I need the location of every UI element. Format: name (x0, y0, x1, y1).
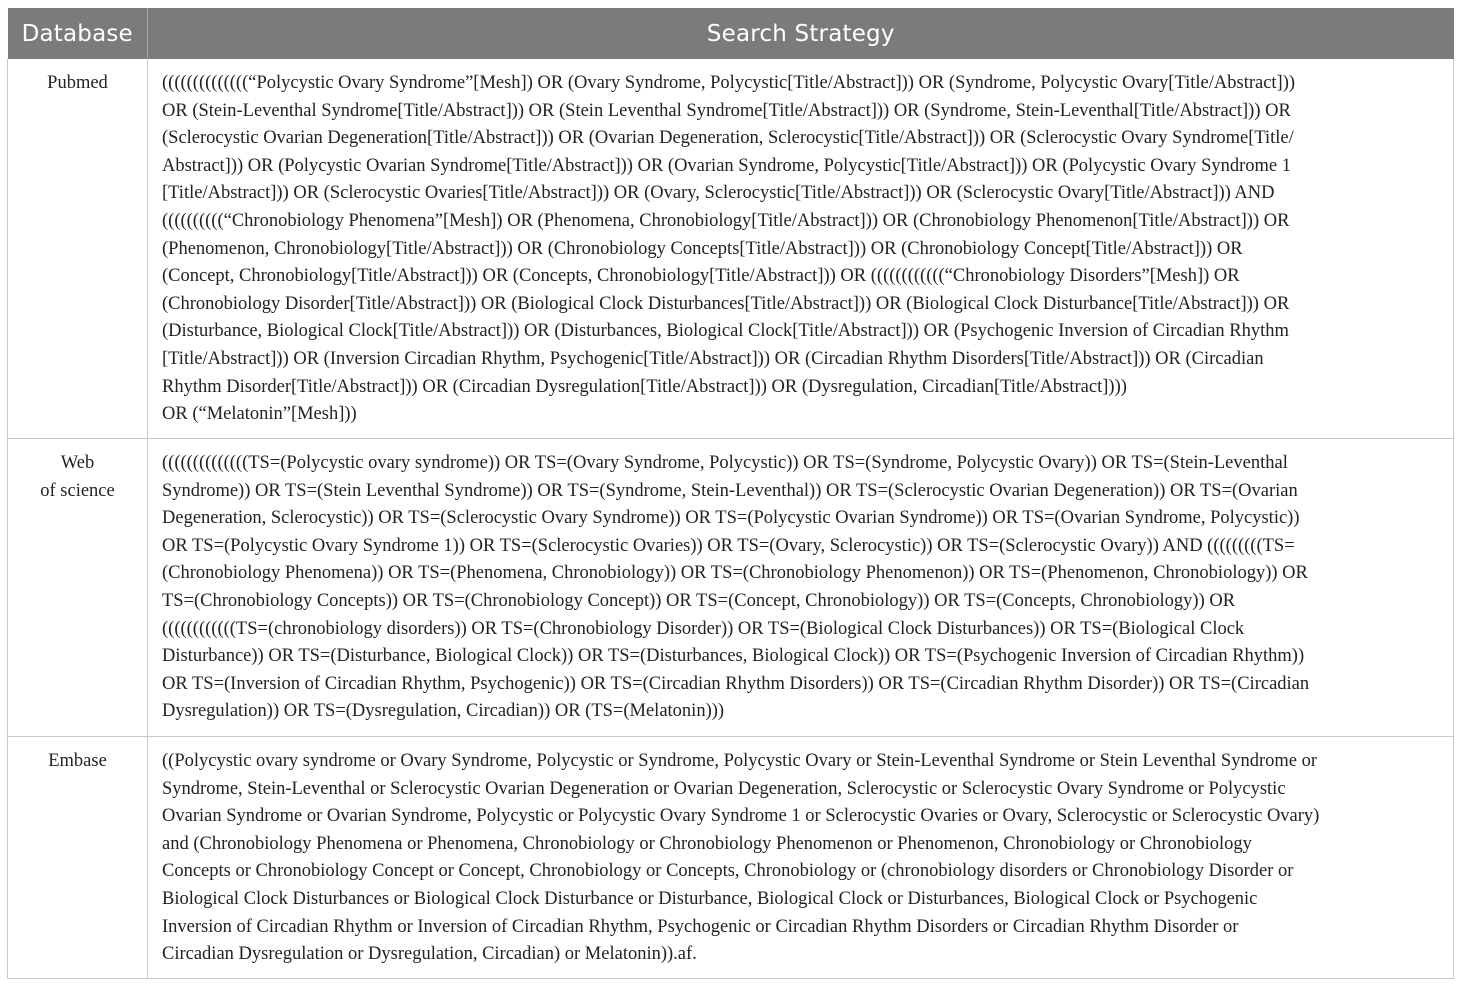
strategy-line: and (Chronobiology Phenomena or Phenomena, Chronobiology or Chronobiology Phenomenon or Phenomenon, Chronobiology or Chronobiology (162, 833, 1252, 854)
strategy-line: Biological Clock Disturbances or Biological Clock Disturbance or Disturbance, Biological Clock or Disturbances, Biological Clock or Psychogenic (162, 888, 1258, 909)
search-strategy-table-container (7, 8, 1453, 979)
strategy-cell-web-of-science (148, 439, 1454, 737)
strategy-line: Degeneration, Sclerocystic)) OR TS=(Sclerocystic Ovary Syndrome)) OR TS=(Polycystic Ovarian Syndrome)) OR TS=(Ovarian Syndrome, Polycystic)) (162, 508, 1300, 529)
strategy-line: OR (“Melatonin”[Mesh])) (162, 404, 357, 425)
strategy-line: Concepts or Chronobiology Concept or Concept, Chronobiology or Concepts, Chronobiology or (chronobiology disorders or Chronobiology Disorder or (162, 861, 1294, 882)
strategy-cell-pubmed (148, 59, 1454, 439)
strategy-line: Dysregulation)) OR TS=(Dysregulation, Circadian)) OR (TS=(Melatonin))) (162, 701, 725, 722)
strategy-line: (Sclerocystic Ovarian Degeneration[Title/Abstract])) OR (Ovarian Degeneration, Sclerocystic[Title/Abstract])) OR (Sclerocystic Ovary Syndrome[Title/ (162, 128, 1294, 149)
strategy-line: Syndrome, Stein-Leventhal or Sclerocystic Ovarian Degeneration or Ovarian Degeneration, Sclerocystic or Sclerocystic Ovary Syndrome or Polycystic (162, 778, 1286, 799)
strategy-line: Circadian Dysregulation or Dysregulation, Circadian) or Melatonin)).af. (162, 944, 697, 965)
table-body (8, 59, 1454, 979)
database-cell-embase (8, 737, 148, 979)
database-name: of science (40, 480, 115, 501)
strategy-line: Rhythm Disorder[Title/Abstract])) OR (Circadian Dysregulation[Title/Abstract])) OR (Dysregulation, Circadian[Title/Abstract]))) (162, 376, 1127, 397)
strategy-line: [Title/Abstract])) OR (Sclerocystic Ovaries[Title/Abstract])) OR (Ovary, Sclerocystic[Title/Abstract])) OR (Sclerocystic Ovary[Title/Abstract])) AND (162, 183, 1275, 204)
strategy-line: OR TS=(Inversion of Circadian Rhythm, Psychogenic)) OR TS=(Circadian Rhythm Disorders)) OR TS=(Circadian Rhythm Disorder)) OR TS=(Circadian (162, 673, 1310, 694)
strategy-cell-embase (148, 737, 1454, 979)
header-row (8, 8, 1454, 59)
strategy-line: ((((((((((((((TS=(Polycystic ovary syndrome)) OR TS=(Ovary Syndrome, Polycystic)) OR TS=(Syndrome, Polycystic Ovary)) OR TS=(Stein-Leventhal (162, 453, 1288, 473)
strategy-line: ((((((((((((TS=(chronobiology disorders)) OR TS=(Chronobiology Disorder)) OR TS=(Biological Clock Disturbances)) OR TS=(Biological Clock (162, 618, 1245, 639)
table-row-embase (8, 737, 1454, 979)
database-cell-web-of-science (8, 439, 148, 737)
database-name: Pubmed (47, 73, 108, 93)
strategy-line: Ovarian Syndrome or Ovarian Syndrome, Polycystic or Polycystic Ovary Syndrome 1 or Sclerocystic Ovaries or Ovary, Sclerocystic or Sclerocystic Ovary) (162, 806, 1320, 827)
strategy-line: ((((((((((“Chronobiology Phenomena”[Mesh]) OR (Phenomena, Chronobiology[Title/Abstract])) OR (Chronobiology Phenomenon[Title/Abstract])) OR (162, 210, 1290, 231)
strategy-line: TS=(Chronobiology Concepts)) OR TS=(Chronobiology Concept)) OR TS=(Concept, Chronobiology)) OR TS=(Concepts, Chronobiology)) OR (162, 590, 1236, 611)
strategy-line: OR (Stein-Leventhal Syndrome[Title/Abstract])) OR (Stein Leventhal Syndrome[Title/Abstract])) OR (Syndrome, Stein-Leventhal[Title/Abstract])) OR (162, 100, 1291, 121)
strategy-line: Disturbance)) OR TS=(Disturbance, Biological Clock)) OR TS=(Disturbances, Biological Clock)) OR TS=(Psychogenic Inversion of Circadian Rhythm)) (162, 646, 1305, 667)
strategy-line: (Chronobiology Disorder[Title/Abstract])) OR (Biological Clock Disturbances[Title/Abstract])) OR (Biological Clock Disturbance[Title/Abstract])) OR (162, 293, 1290, 314)
strategy-line: Syndrome)) OR TS=(Stein Leventhal Syndrome)) OR TS=(Syndrome, Stein-Leventhal)) OR TS=(Sclerocystic Ovarian Degeneration)) OR TS=(Ovarian (162, 480, 1298, 501)
strategy-line: Inversion of Circadian Rhythm or Inversion of Circadian Rhythm, Psychogenic or Circadian Rhythm Disorders or Circadian Rhythm Disorder or (162, 916, 1239, 937)
strategy-line: (Disturbance, Biological Clock[Title/Abstract])) OR (Disturbances, Biological Clock[Title/Abstract])) OR (Psychogenic Inversion of Circadian Rhythm (162, 321, 1289, 342)
table-row-web-of-science (8, 439, 1454, 737)
strategy-line: ((Polycystic ovary syndrome or Ovary Syndrome, Polycystic or Syndrome, Polycystic Ovary or Stein-Leventhal Syndrome or Stein Leventhal Syndrome or (162, 751, 1318, 771)
search-strategy-column-header: Search Strategy (148, 8, 1454, 59)
strategy-line: (Concept, Chronobiology[Title/Abstract])) OR (Concepts, Chronobiology[Title/Abstract])) OR ((((((((((((“Chronobiology Disorders”[Mesh]) OR (162, 266, 1240, 287)
strategy-line: OR TS=(Polycystic Ovary Syndrome 1)) OR TS=(Sclerocystic Ovaries)) OR TS=(Ovary, Sclerocystic)) OR TS=(Sclerocystic Ovary)) AND (((((((((TS= (162, 535, 1295, 556)
search-strategy-table (7, 8, 1454, 979)
database-name: Web (60, 453, 95, 473)
strategy-line: [Title/Abstract])) OR (Inversion Circadian Rhythm, Psychogenic[Title/Abstract])) OR (Circadian Rhythm Disorders[Title/Abstract])) OR (Circadian (162, 348, 1264, 369)
table-header (8, 8, 1454, 59)
database-cell-pubmed (8, 59, 148, 439)
database-column-header: Database (8, 8, 148, 59)
strategy-line: (Phenomenon, Chronobiology[Title/Abstract])) OR (Chronobiology Concepts[Title/Abstract])) OR (Chronobiology Concept[Title/Abstract])) OR (162, 238, 1243, 259)
database-name: Embase (48, 751, 107, 771)
strategy-line: Abstract])) OR (Polycystic Ovarian Syndrome[Title/Abstract])) OR (Ovarian Syndrome, Polycystic[Title/Abstract])) OR (Polycystic Ovary Syndrome 1 (162, 155, 1291, 176)
strategy-line: ((((((((((((((“Polycystic Ovary Syndrome”[Mesh]) OR (Ovary Syndrome, Polycystic[Title/Abstract])) OR (Syndrome, Polycystic Ovary[Title/Abstract])) (162, 73, 1296, 93)
table-row-pubmed (8, 59, 1454, 439)
strategy-line: (Chronobiology Phenomena)) OR TS=(Phenomena, Chronobiology)) OR TS=(Chronobiology Phenomenon)) OR TS=(Phenomenon, Chronobiology)) OR (162, 563, 1308, 584)
